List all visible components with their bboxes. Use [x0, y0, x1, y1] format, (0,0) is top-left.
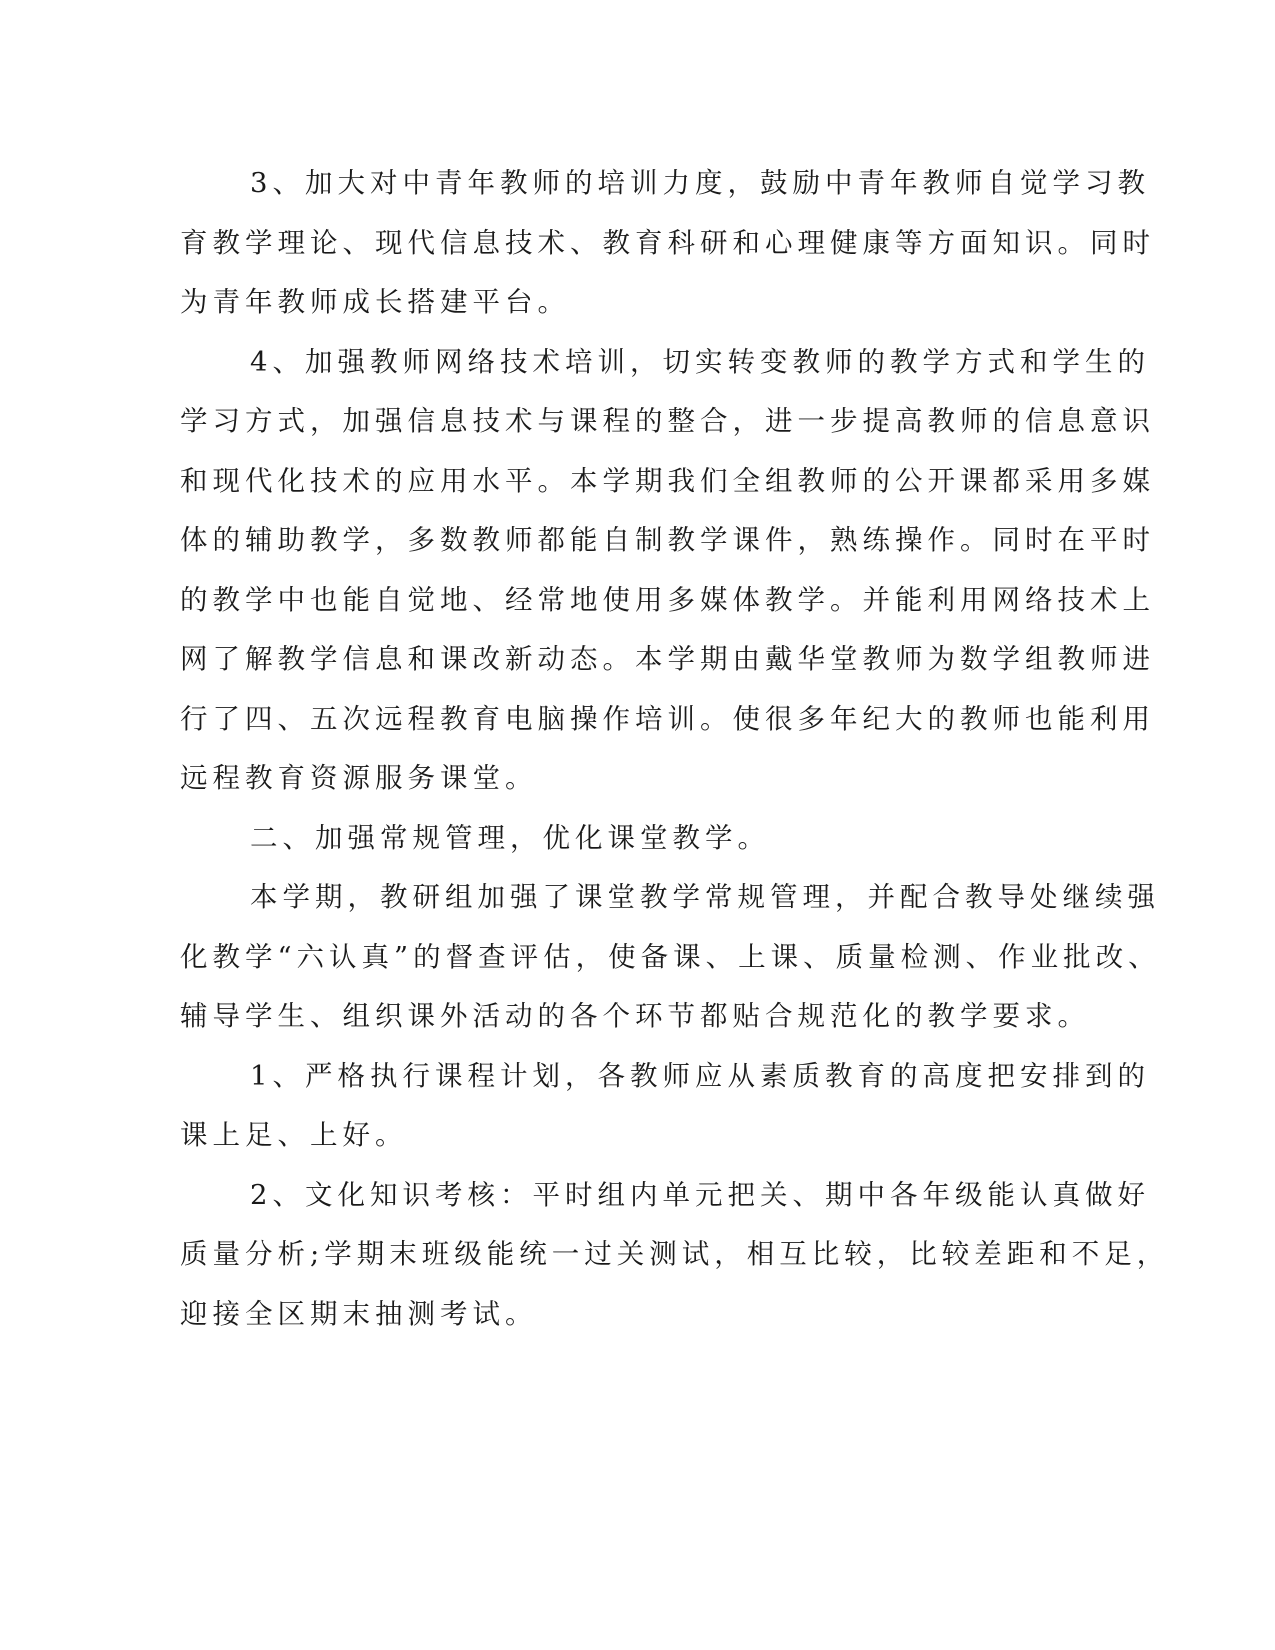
section-heading	[180, 809, 1040, 869]
text-line: 学习方式，加强信息技术与课程的整合，进一步提高教师的信息意识	[180, 405, 1155, 437]
text-line: 迎接全区期末抽测考试。	[180, 1297, 538, 1330]
text-line: 育教学理论、现代信息技术、教育科研和心理健康等方面知识。同时	[180, 226, 1155, 259]
text-line: 和现代化技术的应用水平。本学期我们全组教师的公开课都采用多媒	[180, 464, 1155, 497]
document-body	[180, 154, 1170, 1344]
text-line: 二、加强常规管理，优化课堂教学。	[250, 821, 770, 854]
text-line: 为青年教师成长搭建平台。	[180, 286, 570, 318]
paragraph-item-2	[180, 1166, 1170, 1345]
paragraph-section-intro	[180, 868, 1161, 1047]
text-line: 远程教育资源服务课堂。	[180, 762, 538, 794]
text-line: 化教学“六认真”的督查评估，使备课、上课、质量检测、作业批改、	[180, 940, 1161, 973]
text-line: 的教学中也能自觉地、经常地使用多媒体教学。并能利用网络技术上	[180, 583, 1155, 616]
text-line: 行了四、五次远程教育电脑操作培训。使很多年纪大的教师也能利用	[180, 702, 1155, 735]
text-line: 本学期，教研组加强了课堂教学常规管理，并配合教导处继续强	[250, 881, 1160, 913]
text-line: 质量分析;学期末班级能统一过关测试，相互比较，比较差距和不足，	[180, 1238, 1170, 1270]
paragraph-item-1	[180, 1047, 1150, 1166]
text-line: 3、加大对中青年教师的培训力度，鼓励中青年教师自觉学习教	[250, 167, 1150, 199]
paragraph-item-4	[180, 333, 1155, 809]
paragraph-item-3	[180, 154, 1155, 333]
text-line: 2、文化知识考核：平时组内单元把关、期中各年级能认真做好	[250, 1178, 1150, 1211]
text-line: 1、严格执行课程计划，各教师应从素质教育的高度把安排到的	[250, 1059, 1150, 1092]
text-line: 辅导学生、组织课外活动的各个环节都贴合规范化的教学要求。	[180, 1000, 1090, 1032]
text-line: 网了解教学信息和课改新动态。本学期由戴华堂教师为数学组教师进	[180, 643, 1155, 675]
text-line: 课上足、上好。	[180, 1119, 408, 1151]
text-line: 体的辅助教学，多数教师都能自制教学课件，熟练操作。同时在平时	[180, 524, 1155, 556]
text-line: 4、加强教师网络技术培训，切实转变教师的教学方式和学生的	[250, 345, 1150, 378]
